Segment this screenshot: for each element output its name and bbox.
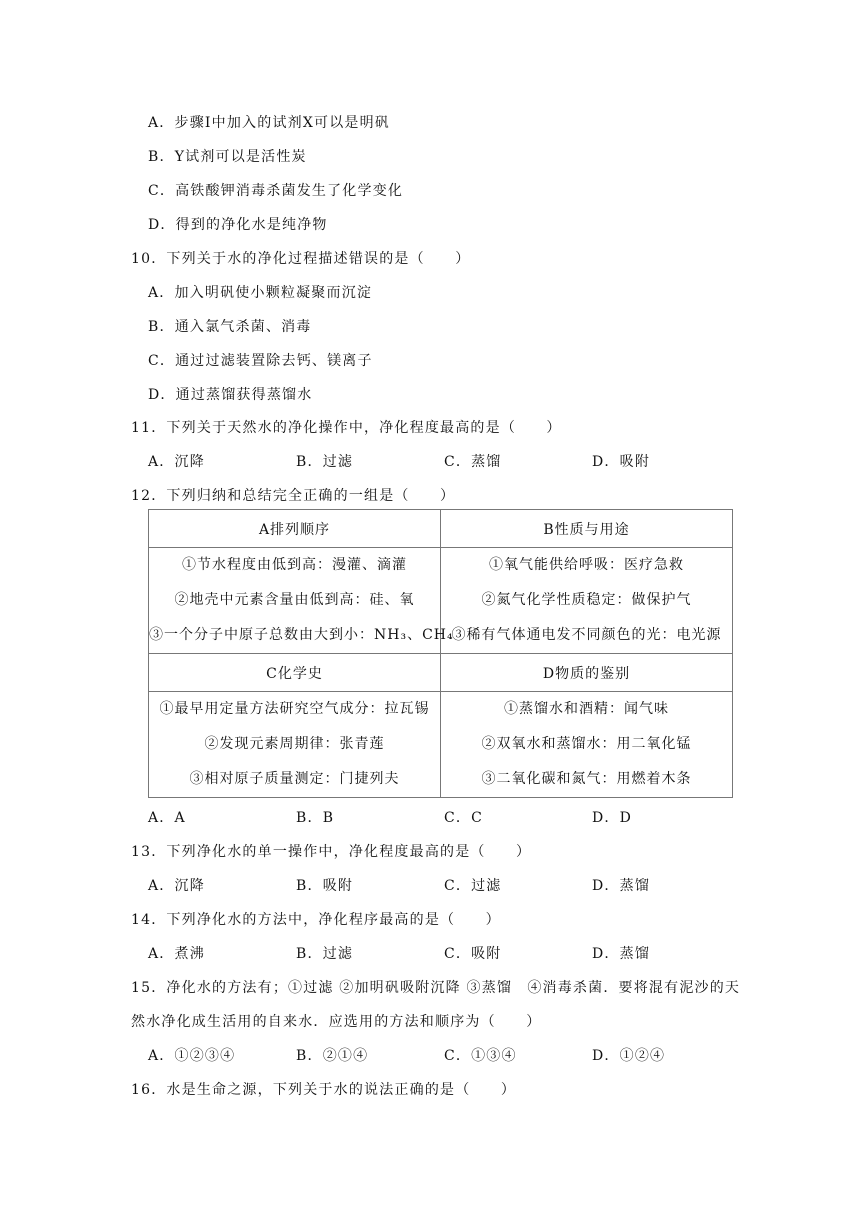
q15-stem-line-1: 15．净化水的方法有；①过滤 ②加明矾吸附沉降 ③蒸馏 ④消毒杀菌．要将混有泥沙的天 [131,980,741,996]
table-a-line-3: ③一个分子中原子总数由大到小：NH₃、CH₄ [149,627,454,643]
table-cell-a-title: A排列顺序 [149,510,441,548]
table-d-line-1: ①蒸馏水和酒精：闻气味 [504,701,669,717]
table-cell-b-title: B性质与用途 [441,510,733,548]
q14-option-a: A．煮沸 [148,946,205,962]
q14-stem: 14．下列净化水的方法中，净化程序最高的是（ ） [131,912,501,928]
table-d-line-2: ②双氧水和蒸馏水：用二氧化锰 [481,736,692,752]
table-cell-d-body [441,692,733,798]
q12-options [148,807,748,829]
table-cell-d-title: D物质的鉴别 [441,654,733,692]
q13-option-b: B．吸附 [296,878,354,894]
q13-options [148,875,748,897]
table-cell-c-body [149,692,441,798]
q15-options [148,1045,748,1067]
table-cell-b-body [441,548,733,654]
table-c-line-1: ①最早用定量方法研究空气成分：拉瓦锡 [159,701,430,717]
q13-option-a: A．沉降 [148,878,205,894]
q9-option-c: C．高铁酸钾消毒杀菌发生了化学变化 [148,183,404,199]
q12-stem: 12．下列归纳和总结完全正确的一组是（ ） [131,488,456,504]
q9-option-a: A．步骤Ⅰ中加入的试剂X可以是明矾 [148,115,391,131]
q10-option-c: C．通过过滤装置除去钙、镁离子 [148,353,373,369]
q11-options [148,451,748,473]
q16-stem: 16．水是生命之源，下列关于水的说法正确的是（ ） [131,1082,517,1098]
q11-option-b: B．过滤 [296,454,354,470]
q11-stem: 11．下列关于天然水的净化操作中，净化程度最高的是（ ） [131,420,562,436]
q14-option-c: C．吸附 [444,946,502,962]
table-a-line-2: ②地壳中元素含量由低到高：硅、氧 [174,592,415,608]
q14-option-d: D．蒸馏 [592,946,651,962]
q13-option-c: C．过滤 [444,878,502,894]
table-b-line-1: ①氧气能供给呼吸：医疗急救 [489,557,684,573]
q9-option-b: B．Y试剂可以是活性炭 [148,149,307,165]
q14-option-b: B．过滤 [296,946,354,962]
q12-table [148,509,733,798]
q12-option-c: C．C [444,810,484,826]
q15-option-a: A．①②③④ [148,1048,236,1064]
table-d-line-3: ③二氧化碳和氮气：用燃着木条 [481,771,692,787]
q10-stem: 10．下列关于水的净化过程描述错误的是（ ） [131,251,471,267]
table-cell-c-title: C化学史 [149,654,441,692]
table-b-line-2: ②氮气化学性质稳定：做保护气 [481,592,692,608]
table-c-line-3: ③相对原子质量测定：门捷列夫 [189,771,400,787]
q14-options [148,943,748,965]
q12-option-d: D．D [592,810,633,826]
q9-option-d: D．得到的净化水是纯净物 [148,217,328,233]
q15-option-c: C．①③④ [444,1048,517,1064]
q15-stem-line-2: 然水净化成生活用的自来水．应选用的方法和顺序为（ ） [131,1014,542,1030]
table-cell-a-body [149,548,454,654]
q10-option-a: A．加入明矾使小颗粒凝聚而沉淀 [148,285,373,301]
q11-option-d: D．吸附 [592,454,651,470]
q15-option-b: B．②①④ [296,1048,369,1064]
table-b-line-3: ③稀有气体通电发不同颜色的光：电光源 [451,627,722,643]
q11-option-c: C．蒸馏 [444,454,502,470]
q10-option-d: D．通过蒸馏获得蒸馏水 [148,387,313,403]
table-a-line-1: ①节水程度由低到高：漫灌、滴灌 [182,557,407,573]
q10-option-b: B．通入氯气杀菌、消毒 [148,319,312,335]
q13-stem: 13．下列净化水的单一操作中，净化程度最高的是（ ） [131,844,532,860]
q13-option-d: D．蒸馏 [592,878,651,894]
q12-option-a: A．A [148,810,186,826]
q11-option-a: A．沉降 [148,454,205,470]
q15-option-d: D．①②④ [592,1048,666,1064]
table-c-line-2: ②发现元素周期律：张青莲 [204,736,385,752]
q12-option-b: B．B [296,810,335,826]
